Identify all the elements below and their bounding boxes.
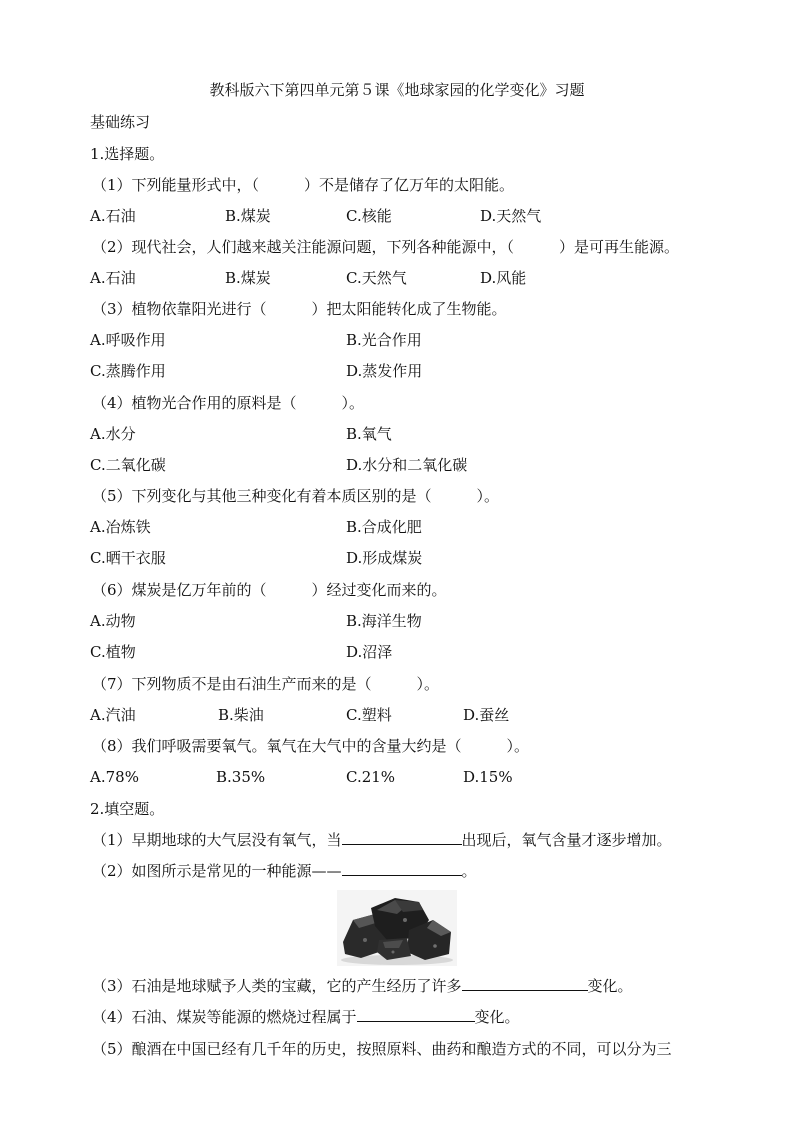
q2-2-text-before: （2）如图所示是常见的一种能源—— bbox=[92, 862, 342, 880]
q1-5-option-c: C.晒干衣服 bbox=[90, 549, 166, 567]
q2-1-text-before: （1）早期地球的大气层没有氧气，当 bbox=[92, 831, 342, 849]
q1-7-stem: （7）下列物质不是由石油生产而来的是（ ）。 bbox=[92, 675, 440, 693]
q1-5-stem: （5）下列变化与其他三种变化有着本质区别的是（ ）。 bbox=[92, 487, 500, 505]
q1-4-option-d: D.水分和二氧化碳 bbox=[346, 456, 468, 474]
q2-5-item bbox=[92, 1039, 672, 1059]
q1-8-option-c: C.21% bbox=[346, 768, 396, 786]
q1-6-option-d: D.沼泽 bbox=[346, 643, 393, 661]
coal-lumps-photo-icon bbox=[337, 890, 457, 966]
q2-3-item bbox=[92, 976, 633, 996]
q1-7-option-d: D.蚕丝 bbox=[463, 706, 510, 724]
section-label: 基础练习 bbox=[90, 113, 151, 131]
q2-4-answer-blank[interactable] bbox=[357, 1007, 475, 1022]
q2-3-answer-blank[interactable] bbox=[462, 976, 588, 991]
q1-3-option-a: A.呼吸作用 bbox=[90, 331, 166, 349]
q1-2-option-d: D.风能 bbox=[480, 269, 527, 287]
q1-1-option-c: C.核能 bbox=[346, 207, 392, 225]
q2-2-text-after: 。 bbox=[461, 862, 477, 880]
q1-6-option-c: C.植物 bbox=[90, 643, 136, 661]
q1-5-option-d: D.形成煤炭 bbox=[346, 549, 423, 567]
q1-6-stem: （6）煤炭是亿万年前的（ ）经过变化而来的。 bbox=[92, 581, 447, 599]
q2-heading: 2.填空题。 bbox=[90, 800, 165, 818]
q1-2-option-b: B.煤炭 bbox=[225, 269, 271, 287]
q1-8-stem: （8）我们呼吸需要氧气。氧气在大气中的含量大约是（ ）。 bbox=[92, 737, 530, 755]
q1-7-option-a: A.汽油 bbox=[90, 706, 136, 724]
q1-1-option-b: B.煤炭 bbox=[225, 207, 271, 225]
q1-3-option-c: C.蒸腾作用 bbox=[90, 362, 166, 380]
q1-3-option-d: D.蒸发作用 bbox=[346, 362, 423, 380]
q1-3-stem: （3）植物依靠阳光进行（ ）把太阳能转化成了生物能。 bbox=[92, 300, 507, 318]
page-title: 教科版六下第四单元第５课《地球家园的化学变化》习题 bbox=[209, 81, 585, 99]
q1-5-option-a: A.冶炼铁 bbox=[90, 518, 151, 536]
q2-4-item bbox=[92, 1007, 520, 1027]
q1-7-option-b: B.柴油 bbox=[218, 706, 264, 724]
q1-heading: 1.选择题。 bbox=[90, 145, 165, 163]
q1-1-option-d: D.天然气 bbox=[480, 207, 542, 225]
q2-4-text-after: 变化。 bbox=[474, 1008, 520, 1026]
q2-5-text: （5）酿酒在中国已经有几千年的历史，按照原料、曲药和酿造方式的不同，可以分为三 bbox=[92, 1040, 672, 1058]
q2-1-text-after: 出现后，氧气含量才逐步增加。 bbox=[461, 831, 672, 849]
q1-2-stem: （2）现代社会，人们越来越关注能源问题，下列各种能源中，（ ）是可再生能源。 bbox=[92, 238, 680, 256]
q2-3-text-before: （3）石油是地球赋予人类的宝藏，它的产生经历了许多 bbox=[92, 977, 462, 995]
q1-8-option-a: A.78% bbox=[90, 768, 139, 786]
q1-5-option-b: B.合成化肥 bbox=[346, 518, 422, 536]
q1-1-stem: （1）下列能量形式中，（ ）不是储存了亿万年的太阳能。 bbox=[92, 176, 515, 194]
q2-2-item bbox=[92, 861, 477, 881]
q1-4-option-a: A.水分 bbox=[90, 425, 136, 443]
q2-1-answer-blank[interactable] bbox=[342, 830, 462, 845]
q1-2-option-a: A.石油 bbox=[90, 269, 136, 287]
q2-3-text-after: 变化。 bbox=[587, 977, 633, 995]
q1-1-option-a: A.石油 bbox=[90, 207, 136, 225]
q2-4-text-before: （4）石油、煤炭等能源的燃烧过程属于 bbox=[92, 1008, 357, 1026]
q1-2-option-c: C.天然气 bbox=[346, 269, 407, 287]
q1-8-option-b: B.35% bbox=[216, 768, 266, 786]
q1-4-option-c: C.二氧化碳 bbox=[90, 456, 166, 474]
q1-3-option-b: B.光合作用 bbox=[346, 331, 422, 349]
q1-4-option-b: B.氧气 bbox=[346, 425, 392, 443]
q1-6-option-a: A.动物 bbox=[90, 612, 136, 630]
q1-8-option-d: D.15% bbox=[463, 768, 513, 786]
q2-1-item bbox=[92, 830, 672, 850]
q1-6-option-b: B.海洋生物 bbox=[346, 612, 422, 630]
q2-2-answer-blank[interactable] bbox=[342, 861, 462, 876]
q1-4-stem: （4）植物光合作用的原料是（ ）。 bbox=[92, 394, 365, 412]
q1-7-option-c: C.塑料 bbox=[346, 706, 392, 724]
